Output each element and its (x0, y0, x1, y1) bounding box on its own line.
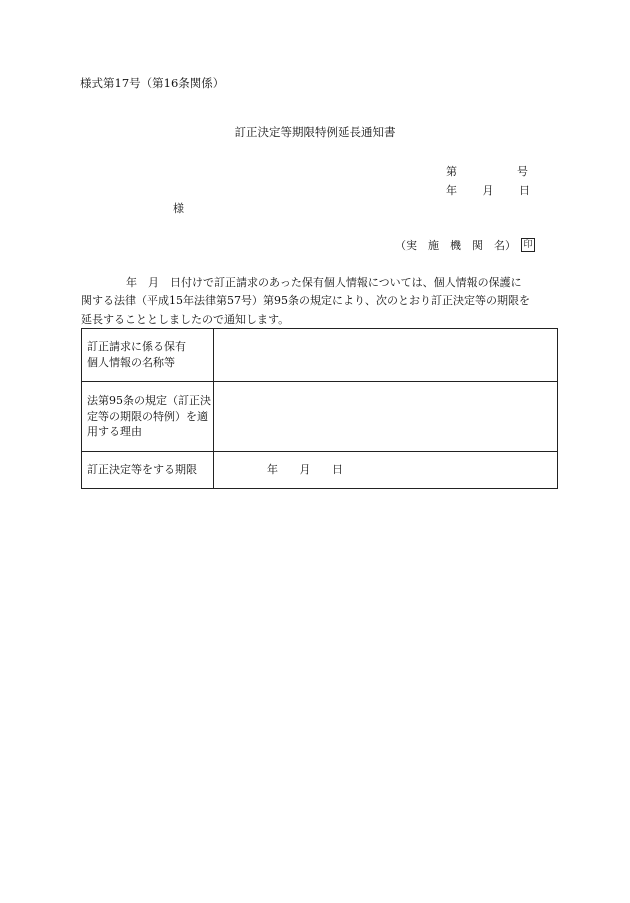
issue-date-day: 日 (519, 184, 530, 197)
issuer-label: （実 施 機 関 名） (395, 238, 516, 252)
row-label-deadline (82, 452, 214, 489)
label-line: 用する理由 (87, 425, 142, 439)
addressee-honorific: 様 (173, 202, 184, 215)
form-number: 様式第17号（第16条関係） (80, 76, 225, 90)
deadline-day: 日 (332, 463, 343, 477)
document-number-suffix: 号 (517, 165, 528, 178)
body-text-line-3: 延長することとしましたので通知します。 (81, 313, 290, 326)
document-title: 訂正決定等期限特例延長通知書 (234, 125, 396, 139)
row-value-reason[interactable] (214, 382, 558, 452)
deadline-month: 月 (299, 463, 311, 477)
seal-stamp-box: 印 (521, 238, 535, 252)
issue-date (446, 185, 530, 196)
label-line: 訂正請求に係る保有 (87, 340, 186, 354)
issue-date-month: 月 (482, 184, 494, 197)
issue-date-year: 年 (446, 184, 457, 197)
label-line: 定等の期限の特例）を適 (87, 409, 208, 423)
table-row (82, 329, 558, 382)
deadline-year: 年 (267, 463, 278, 477)
row-value-deadline[interactable] (214, 452, 558, 489)
label-line: 訂正決定等をする期限 (87, 463, 197, 477)
table-row (82, 452, 558, 489)
label-line: 法第95条の規定（訂正決 (87, 393, 211, 407)
body-text-line-1: 年 月 日付けで訂正請求のあった保有個人情報については、個人情報の保護に (126, 276, 522, 289)
row-label-info-name (82, 329, 214, 382)
document-number (446, 166, 528, 177)
label-line: 個人情報の名称等 (87, 356, 175, 369)
row-value-info-name[interactable] (214, 329, 558, 382)
deadline-date (267, 462, 343, 478)
table-row (82, 382, 558, 452)
notice-table (81, 328, 558, 489)
row-label-reason (82, 382, 214, 452)
document-number-prefix: 第 (446, 165, 457, 178)
issuer-block (395, 238, 535, 252)
body-text-line-2: 関する法律（平成15年法律第57号）第95条の規定により、次のとおり訂正決定等の期限を (81, 294, 530, 307)
